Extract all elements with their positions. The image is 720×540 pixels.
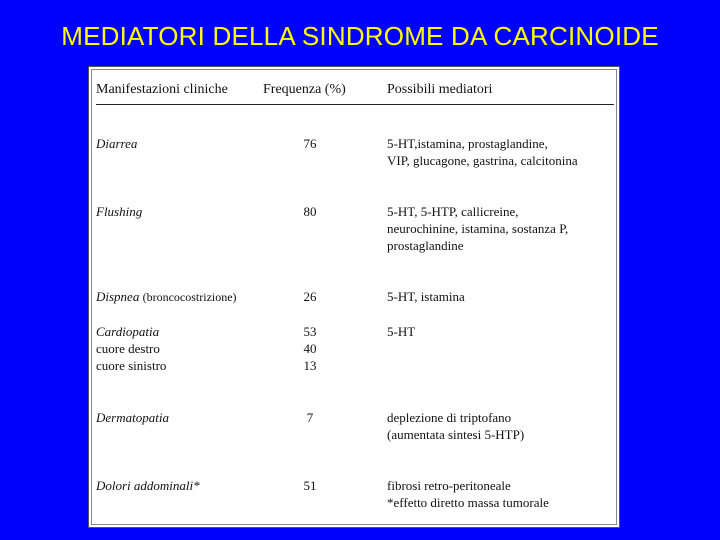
row-frequency: 26	[303, 289, 317, 304]
row-manifestation: Diarrea	[96, 136, 138, 151]
row-manifestation-note: (broncocostrizione)	[142, 290, 237, 304]
row-mediator-line: prostaglandine	[387, 238, 464, 253]
row-sub-frequency: 40	[303, 341, 317, 356]
header-divider	[96, 104, 614, 105]
row-mediator-line: (aumentata sintesi 5-HTP)	[387, 427, 525, 442]
row-manifestation-group	[96, 288, 237, 306]
row-frequency: 7	[306, 410, 314, 425]
row-manifestation: Dispnea	[96, 289, 140, 304]
row-mediator-line: VIP, glucagone, gastrina, calcitonina	[387, 153, 578, 168]
row-mediator-line: 5-HT, istamina	[387, 289, 465, 304]
header-mediators: Possibili mediatori	[387, 82, 493, 97]
row-frequency: 76	[303, 136, 317, 151]
row-mediator-line: neurochinine, istamina, sostanza P,	[387, 221, 569, 236]
row-manifestation: Dermatopatia	[96, 410, 169, 425]
row-sub-label: cuore sinistro	[96, 358, 167, 373]
row-mediator-line: 5-HT,istamina, prostaglandine,	[387, 136, 548, 151]
row-sub-label: cuore destro	[96, 341, 160, 356]
slide-title: MEDIATORI DELLA SINDROME DA CARCINOIDE	[61, 21, 659, 51]
row-manifestation: Flushing	[96, 204, 143, 219]
row-manifestation: Dolori addominali*	[96, 478, 200, 493]
row-mediator-line: 5-HT, 5-HTP, callicreine,	[387, 204, 519, 219]
row-mediator-line: *effetto diretto massa tumorale	[387, 495, 549, 510]
row-frequency: 51	[303, 478, 317, 493]
row-mediator-line: deplezione di triptofano	[387, 410, 512, 425]
row-mediator-line: fibrosi retro-peritoneale	[387, 478, 511, 493]
row-mediator-line: 5-HT	[387, 324, 416, 339]
row-frequency: 80	[303, 204, 317, 219]
row-sub-frequency: 13	[303, 358, 317, 373]
header-manifestations: Manifestazioni cliniche	[96, 82, 228, 97]
header-frequency: Frequenza (%)	[263, 82, 346, 97]
row-frequency: 53	[303, 324, 317, 339]
row-manifestation: Cardiopatia	[96, 324, 160, 339]
